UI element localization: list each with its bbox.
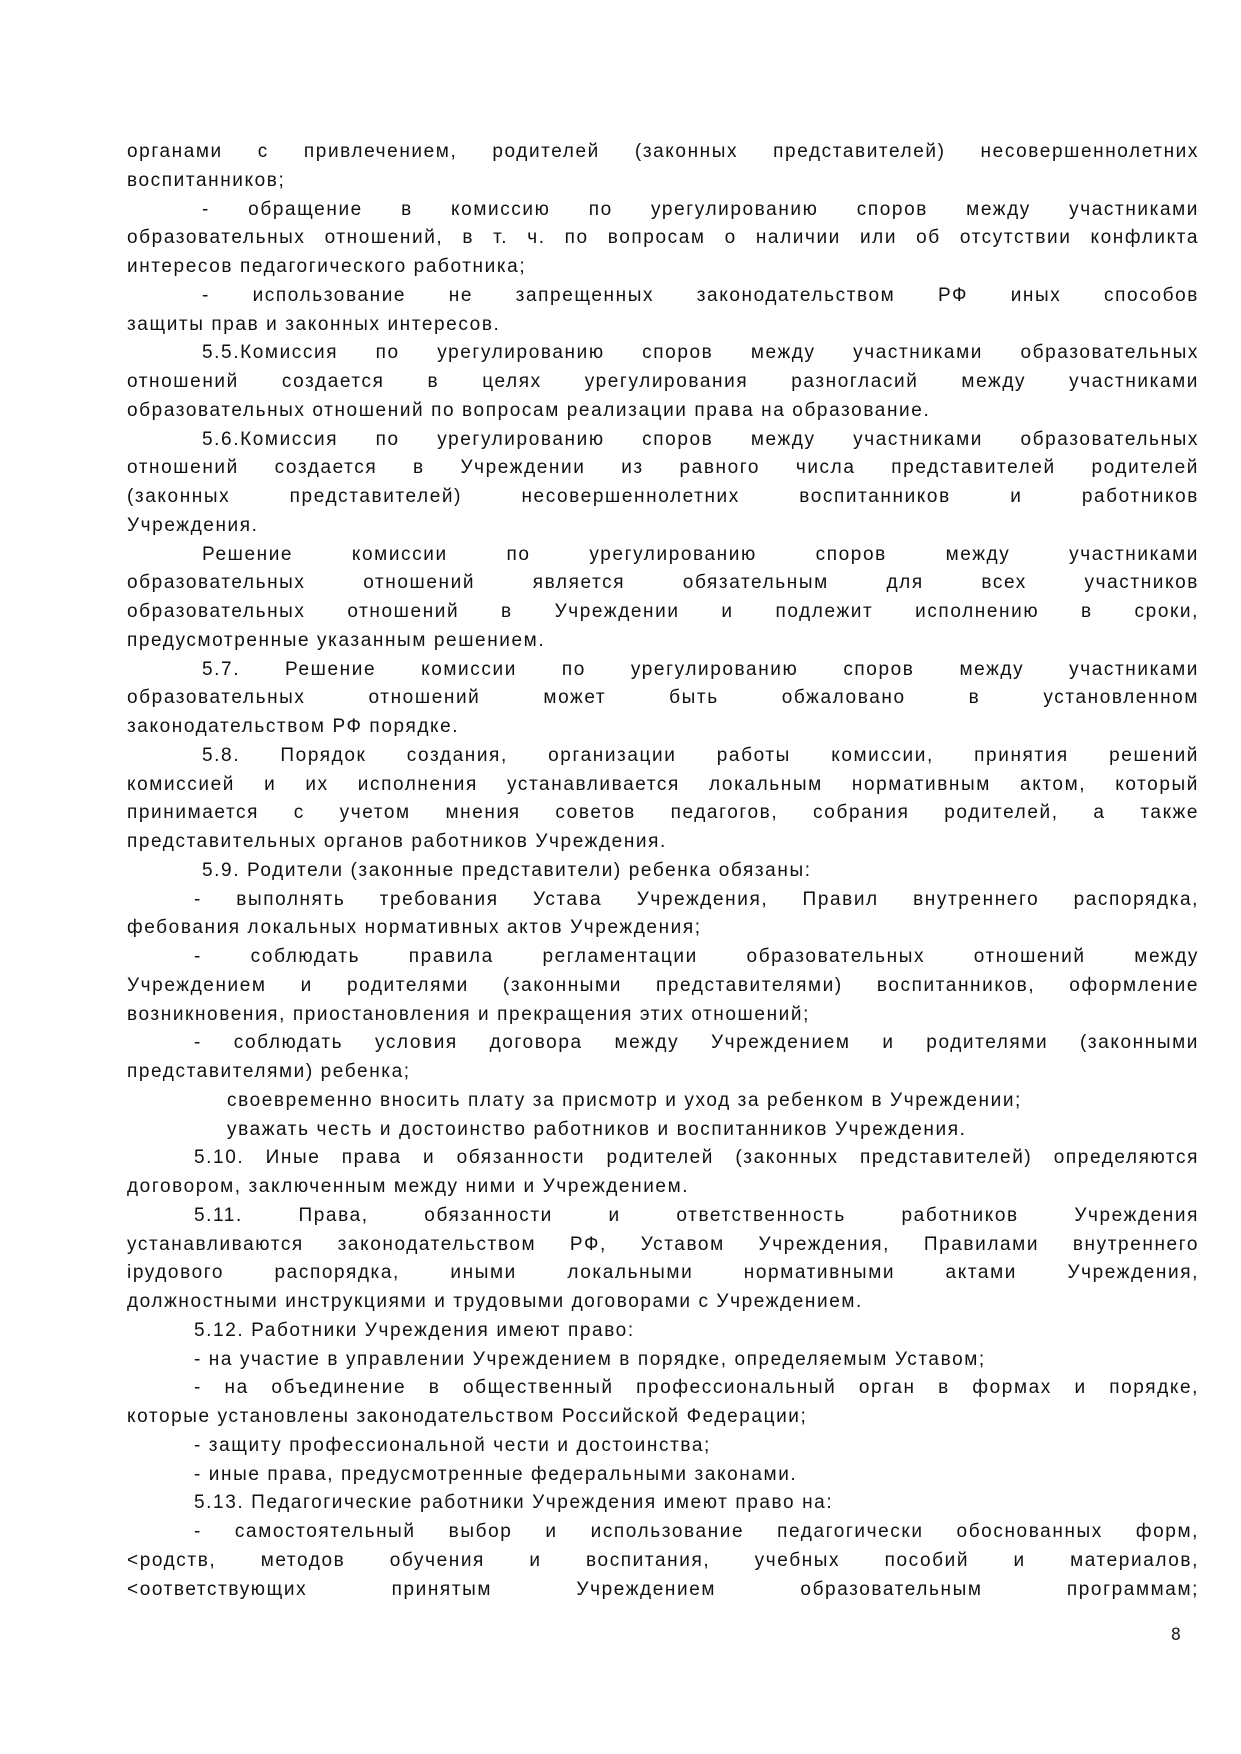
text-line: образовательных отношений по вопросам реализации права на образование. (127, 399, 931, 421)
text-line: образовательных отношений может быть обжаловано в установленном (127, 687, 1199, 709)
text-line: 5.5.Комиссия по урегулированию споров между участниками образовательных (202, 342, 1199, 364)
text-line: устанавливаются законодательством РФ, Уставом Учреждения, Правилами внутреннего (127, 1233, 1199, 1255)
text-line: 5.8. Порядок создания, организации работы комиссии, принятия решений (202, 744, 1199, 766)
text-line: представителями) ребенка; (127, 1061, 411, 1082)
text-line: уважать честь и достоинство работников и воспитанников Учреждения. (227, 1118, 967, 1140)
text-line: образовательных отношений является обязательным для всех участников (127, 572, 1199, 594)
text-line: которые установлены законодательством Российской Федерации; (127, 1406, 808, 1427)
text-line: 5.7. Решение комиссии по урегулированию споров между участниками (202, 658, 1199, 680)
text-line: комиссией и их исполнения устанавливается локальным нормативным актом, который (127, 773, 1199, 795)
text-line: - самостоятельный выбор и использование педагогически обоснованных форм, (194, 1521, 1199, 1542)
text-line: 5.9. Родители (законные представители) ребенка обязаны: (202, 859, 812, 881)
text-line: должностными инструкциями и трудовыми договорами с Учреждением. (127, 1291, 863, 1312)
text-line: 5.6.Комиссия по урегулированию споров между участниками образовательных (202, 428, 1199, 450)
text-line: 5.10. Иные права и обязанности родителей (законных представителей) определяются (194, 1147, 1199, 1169)
text-line: возникновения, приостановления и прекращения этих отношений; (127, 1003, 810, 1025)
text-line: Решение комиссии по урегулированию споров между участниками (202, 543, 1199, 565)
page-number: 8 (1170, 1625, 1181, 1645)
text-line: - на объединение в общественный профессиональный орган в формах и порядке, (194, 1377, 1199, 1399)
text-line: - защиту профессиональной чести и достоинства; (194, 1434, 711, 1456)
text-line: 5.13. Педагогические работники Учреждения имеют право на: (194, 1492, 834, 1514)
text-line: 5.11. Права, обязанности и ответственность работников Учреждения (194, 1204, 1199, 1226)
text-line: - выполнять требования Устава Учреждения, Правил внутреннего распорядка, (194, 888, 1199, 910)
text-line: отношений создается в Учреждении из равного числа представителей родителей (127, 457, 1199, 479)
text-line: Учреждения. (127, 514, 259, 536)
text-line: интересов педагогического работника; (127, 256, 527, 277)
text-line: предусмотренные указанным решением. (127, 629, 546, 651)
text-line: 5.12. Работники Учреждения имеют право: (194, 1319, 635, 1341)
document-body (127, 138, 1199, 1604)
text-line: отношений создается в целях урегулирования разногласий между участниками (127, 371, 1199, 392)
text-line: договором, заключенным между ними и Учреждением. (127, 1176, 690, 1197)
text-line: образовательных отношений, в т. ч. по вопросам о наличии или об отсутствии конфликта (127, 227, 1199, 249)
text-line: защиты прав и законных интересов. (127, 313, 501, 335)
text-line: - иные права, предусмотренные федеральными законами. (194, 1463, 798, 1485)
text-line: - использование не запрещенных законодательством РФ иных способов (202, 284, 1199, 306)
text-line: - соблюдать правила регламентации образовательных отношений между (194, 946, 1199, 967)
text-line: - обращение в комиссию по урегулированию споров между участниками (202, 198, 1199, 220)
text-line: фебования локальных нормативных актов Учреждения; (127, 917, 702, 939)
text-line: представительных органов работников Учреждения. (127, 831, 667, 852)
text-line: <оответствующих принятым Учреждением образовательным программам; (127, 1578, 1199, 1600)
text-line: (законных представителей) несовершеннолетних воспитанников и работников (127, 486, 1199, 507)
text-line: своевременно вносить плату за присмотр и уход за ребенком в Учреждении; (227, 1089, 1022, 1111)
text-line: - на участие в управлении Учреждением в порядке, определяемым Уставом; (194, 1348, 986, 1370)
text-line: принимается с учетом мнения советов педагогов, собрания родителей, а также (127, 802, 1199, 824)
text-line: органами с привлечением, родителей (законных представителей) несовершеннолетних (127, 141, 1199, 162)
text-line: - соблюдать условия договора между Учреждением и родителями (законными (194, 1032, 1199, 1054)
text-line: образовательных отношений в Учреждении и подлежит исполнению в сроки, (127, 601, 1199, 622)
text-line: законодательством РФ порядке. (127, 716, 460, 737)
text-line: <родств, методов обучения и воспитания, учебных пособий и материалов, (127, 1549, 1199, 1571)
text-line: Учреждением и родителями (законными представителями) воспитанников, оформление (127, 974, 1199, 996)
text-line: iрудового распорядка, иными локальными нормативными актами Учреждения, (127, 1262, 1199, 1284)
text-line: воспитанников; (127, 169, 286, 191)
